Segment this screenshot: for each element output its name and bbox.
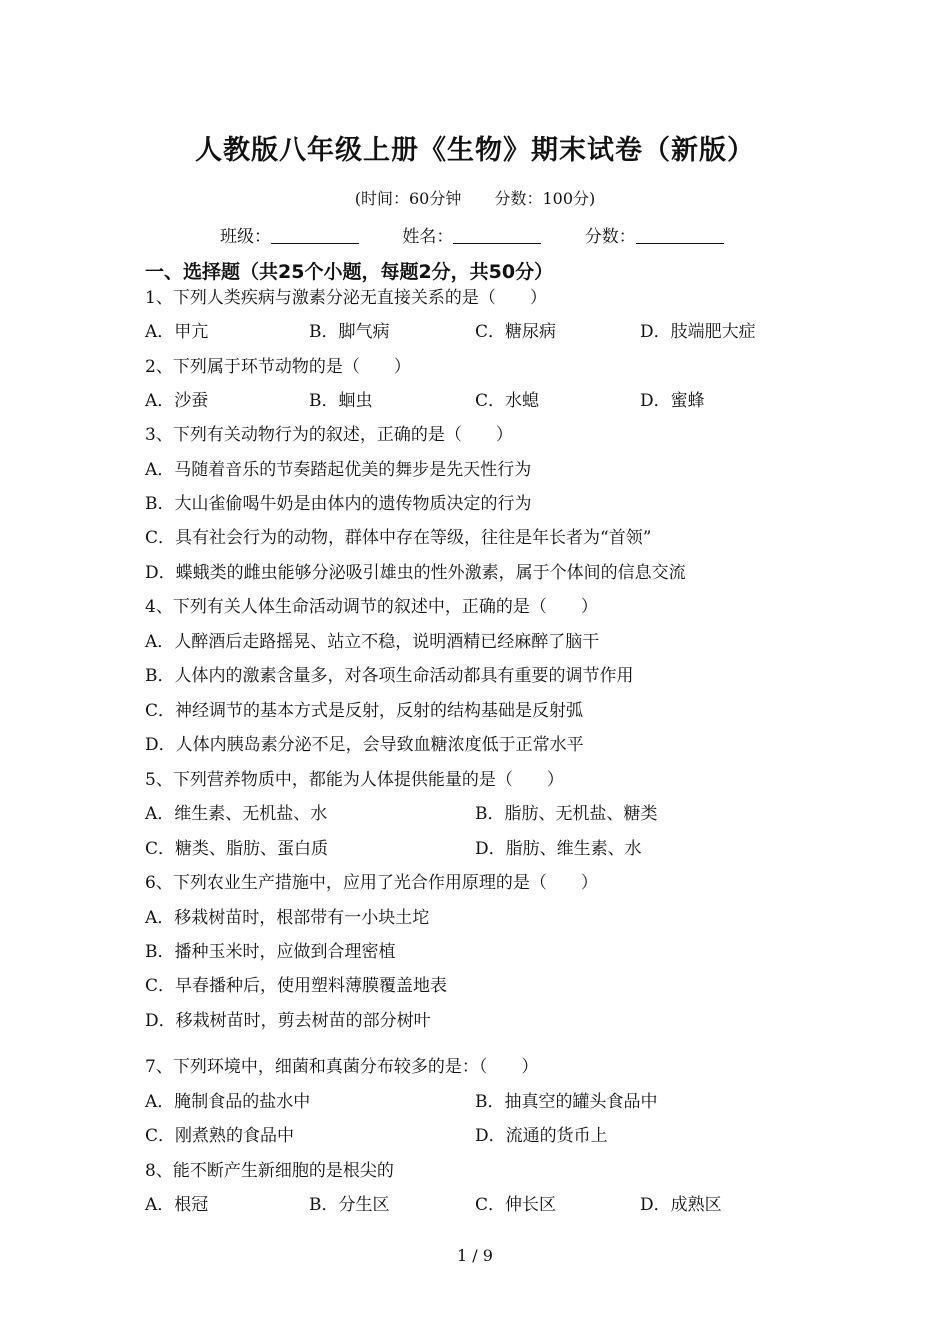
option-d[interactable]: D．流通的货币上 [475, 1126, 608, 1146]
exam-time: (时间：60分钟 [354, 189, 462, 208]
name-field[interactable]: 姓名： [402, 222, 541, 247]
class-blank[interactable] [271, 227, 359, 244]
option-a[interactable]: A．根冠 [145, 1195, 209, 1215]
option-a[interactable]: A．甲亢 [145, 322, 209, 342]
question-stem: 3、下列有关动物行为的叙述，正确的是（ ） [145, 425, 513, 445]
option-b[interactable]: B．人体内的激素含量多，对各项生命活动都具有重要的调节作用 [145, 666, 634, 686]
option-c[interactable]: C．伸长区 [475, 1195, 557, 1215]
option-a[interactable]: A．马随着音乐的节奏踏起优美的舞步是先天性行为 [145, 460, 532, 480]
option-a[interactable]: A．沙蚕 [145, 391, 209, 411]
option-row [145, 834, 845, 859]
name-blank[interactable] [453, 227, 541, 244]
option-a[interactable]: A．腌制食品的盐水中 [145, 1092, 311, 1112]
option-a[interactable]: A．维生素、无机盐、水 [145, 804, 328, 824]
page-number: 1 / 9 [457, 1246, 493, 1265]
question-stem: 2、下列属于环节动物的是（ ） [145, 357, 411, 377]
option-d[interactable]: D．成熟区 [640, 1195, 722, 1215]
option-c[interactable]: C．糖尿病 [475, 322, 557, 342]
option-d[interactable]: D．人体内胰岛素分泌不足，会导致血糖浓度低于正常水平 [145, 735, 584, 755]
option-c[interactable]: C．刚煮熟的食品中 [145, 1126, 295, 1146]
question-stem: 6、下列农业生产措施中，应用了光合作用原理的是（ ） [145, 873, 598, 893]
option-b[interactable]: B．大山雀偷喝牛奶是由体内的遗传物质决定的行为 [145, 494, 532, 514]
option-d[interactable]: D．蜜蜂 [640, 391, 705, 411]
page-title: 人教版八年级上册《生物》期末试卷（新版） [195, 135, 755, 166]
student-info-fields [220, 222, 762, 247]
section-heading: 一、选择题（共25个小题，每题2分，共50分） [145, 261, 554, 283]
exam-total-score: 分数：100分) [494, 189, 596, 208]
option-d[interactable]: D．肢端肥大症 [640, 322, 756, 342]
option-d[interactable]: D．移栽树苗时，剪去树苗的部分树叶 [145, 1011, 431, 1031]
option-a[interactable]: A．移栽树苗时，根部带有一小块土坨 [145, 908, 430, 928]
exam-meta [0, 186, 950, 209]
question-stem: 4、下列有关人体生命活动调节的叙述中，正确的是（ ） [145, 597, 598, 617]
option-d[interactable]: D．脂肪、维生素、水 [475, 839, 642, 859]
option-b[interactable]: B．抽真空的罐头食品中 [475, 1092, 658, 1112]
option-c[interactable]: C．糖类、脂肪、蛋白质 [145, 839, 329, 859]
option-row [145, 386, 845, 411]
option-b[interactable]: B．脚气病 [309, 322, 390, 342]
option-c[interactable]: C．水螅 [475, 391, 540, 411]
option-b[interactable]: B．分生区 [309, 1195, 390, 1215]
option-b[interactable]: B．蛔虫 [309, 391, 373, 411]
option-row [145, 1190, 845, 1215]
option-a[interactable]: A．人醉酒后走路摇晃、站立不稳，说明酒精已经麻醉了脑干 [145, 632, 600, 652]
option-c[interactable]: C．神经调节的基本方式是反射，反射的结构基础是反射弧 [145, 701, 584, 721]
option-row [145, 1087, 845, 1112]
class-field[interactable]: 班级： [220, 222, 359, 247]
question-stem: 5、下列营养物质中，都能为人体提供能量的是（ ） [145, 770, 564, 790]
option-row [145, 317, 845, 342]
option-b[interactable]: B．播种玉米时，应做到合理密植 [145, 942, 396, 962]
score-blank[interactable] [636, 227, 724, 244]
question-stem: 1、下列人类疾病与激素分泌无直接关系的是（ ） [145, 288, 547, 308]
option-d[interactable]: D．蝶蛾类的雌虫能够分泌吸引雄虫的性外激素，属于个体间的信息交流 [145, 563, 686, 583]
score-field[interactable]: 分数： [585, 222, 724, 247]
option-c[interactable]: C．早春播种后，使用塑料薄膜覆盖地表 [145, 976, 448, 996]
question-stem: 7、下列环境中，细菌和真菌分布较多的是：（ ） [145, 1057, 539, 1077]
option-b[interactable]: B．脂肪、无机盐、糖类 [475, 804, 658, 824]
option-c[interactable]: C．具有社会行为的动物，群体中存在等级，往往是年长者为“首领” [145, 528, 652, 548]
option-row [145, 799, 845, 824]
option-row [145, 1121, 845, 1146]
question-stem: 8、能不断产生新细胞的是根尖的 [145, 1161, 394, 1181]
